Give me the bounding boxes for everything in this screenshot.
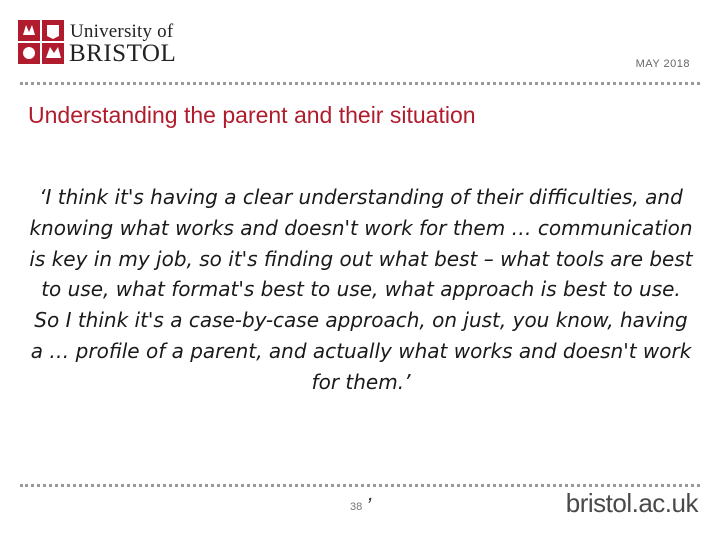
footer-mark: ʼ (366, 494, 371, 519)
slide-date: MAY 2018 (635, 58, 690, 70)
quote-text: ‘I think it's having a clear understanding of their difficulties, and knowing what works and doesn't work for them … communication is key in my job, so it's finding out what best – what tools are best to use, what format's best to use, what approach is best to use. So I think it's a case-by-case approach, on just, you know, having a … profile of a parent, and actually what works and doesn't work for them.’ (29, 185, 693, 394)
logo-text-line2: BRISTOL (69, 40, 177, 67)
page-number: 38 (350, 501, 363, 513)
crest-icon (18, 20, 64, 64)
slide-title: Understanding the parent and their situation (28, 102, 476, 128)
top-divider (20, 82, 700, 85)
logo-text-line1: University of (70, 21, 174, 42)
university-logo (16, 18, 176, 68)
website-url: bristol.ac.uk (565, 488, 698, 518)
bottom-divider (20, 484, 700, 487)
